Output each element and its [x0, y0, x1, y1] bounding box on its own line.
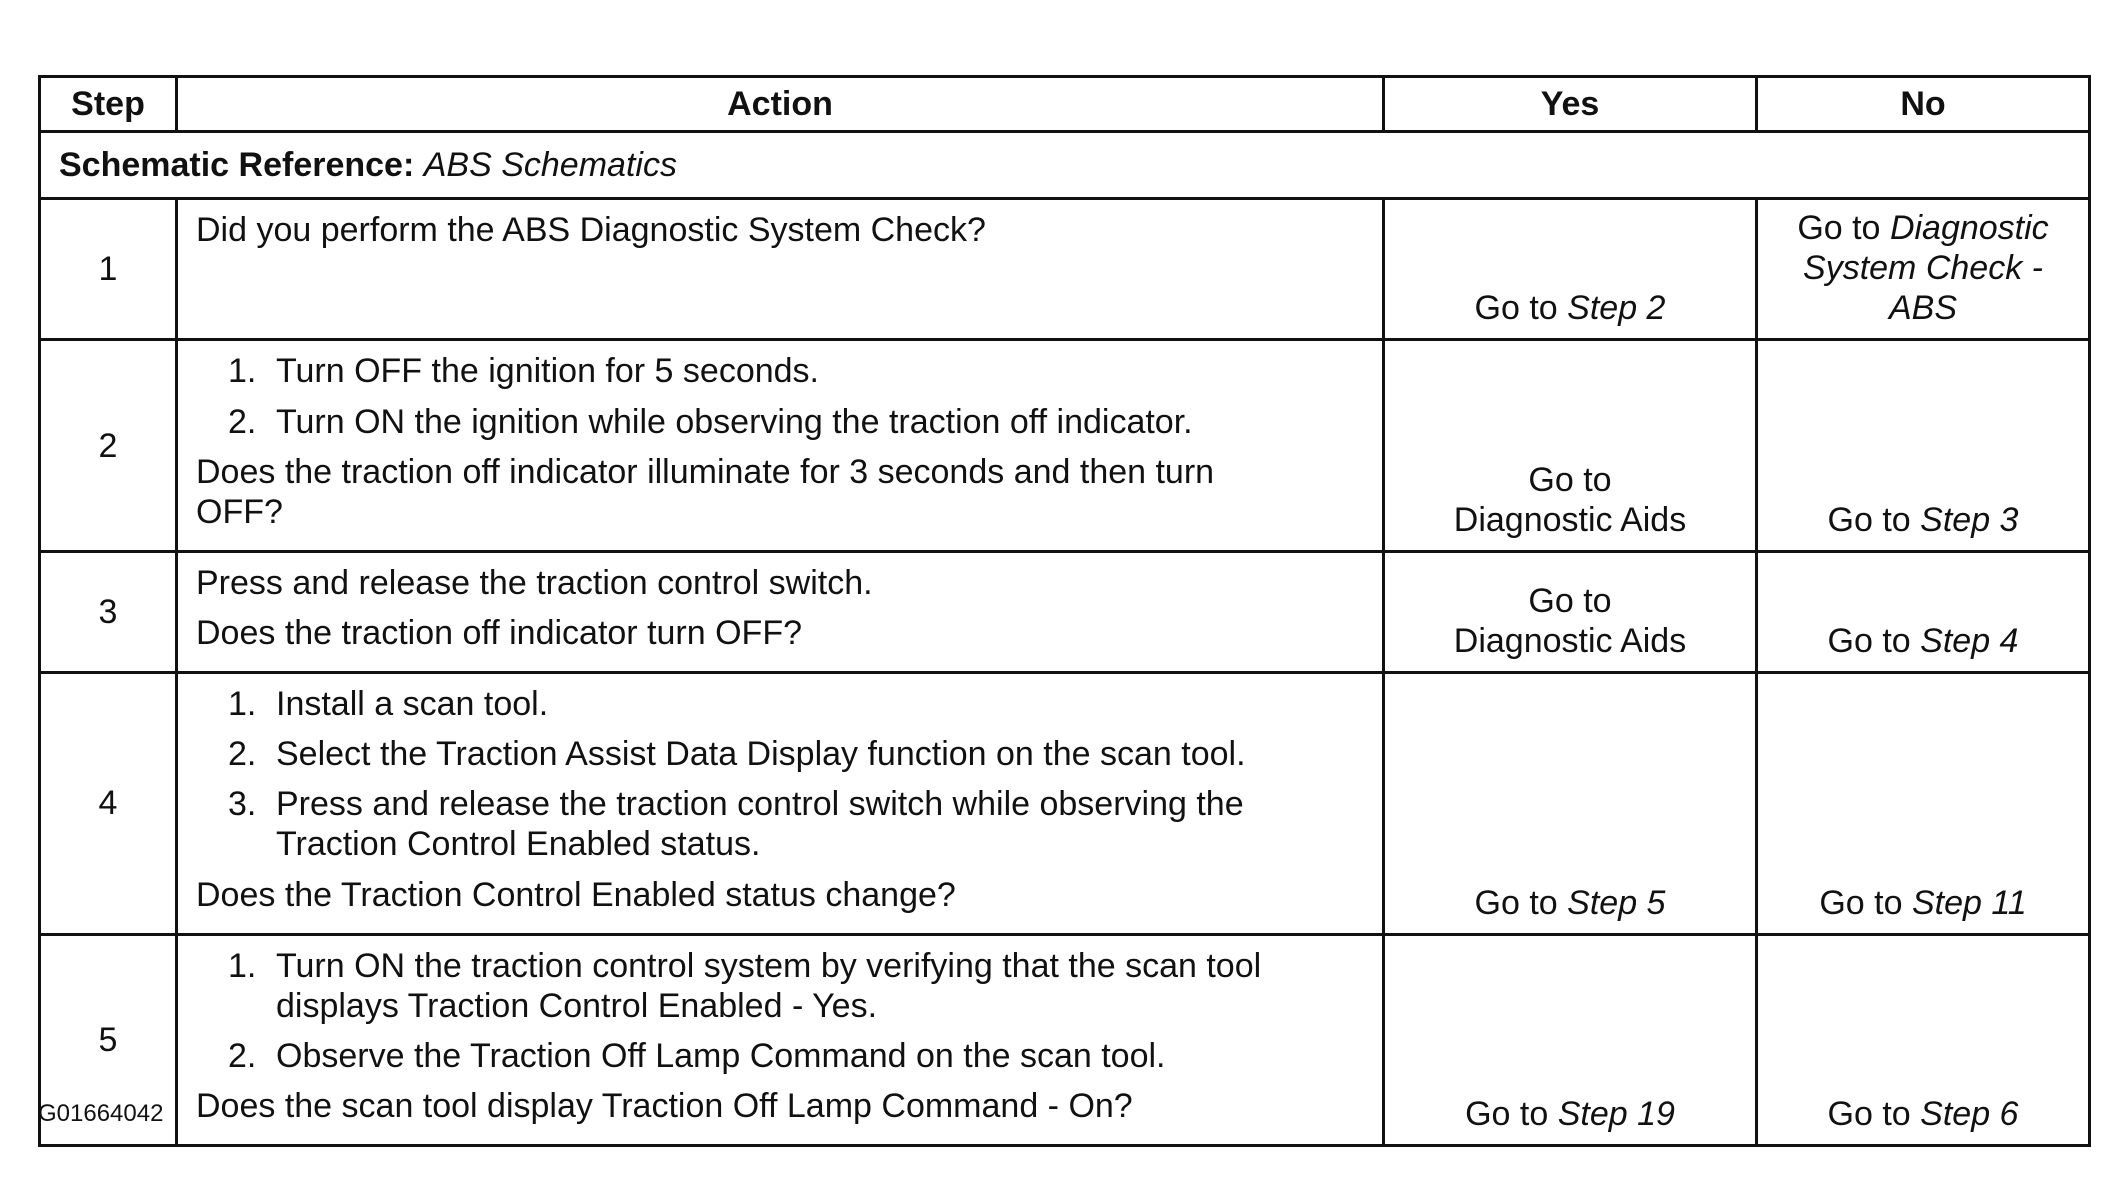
item-number: 1.: [228, 685, 257, 724]
item-text: Press and release the traction control switch while observing the Traction Control Enabled status.: [276, 785, 1244, 864]
no-link[interactable]: Step 6: [1920, 1094, 2019, 1133]
no-link[interactable]: Step 4: [1920, 621, 2019, 660]
question-text: Did you perform the ABS Diagnostic System Check?: [196, 211, 986, 250]
table-row: [40, 673, 2090, 935]
item-text: Install a scan tool.: [276, 685, 549, 724]
table-row: [40, 551, 2090, 672]
action-cell: [177, 199, 1384, 340]
question-text: Does the scan tool display Traction Off Lamp Command - On?: [196, 1086, 1133, 1125]
yes-prefix: Go to: [1465, 1094, 1549, 1133]
diagnostic-table: [38, 75, 2091, 1147]
item-number: 2.: [228, 1036, 257, 1075]
header-step: Step: [40, 77, 177, 132]
yes-link[interactable]: Step 2: [1567, 289, 1666, 328]
no-link[interactable]: Step 3: [1920, 500, 2019, 539]
item-number: 2.: [228, 402, 257, 441]
no-cell: [1757, 673, 2090, 935]
yes-prefix: Go to: [1528, 581, 1612, 620]
action-cell: [177, 673, 1384, 935]
step-number: 4: [40, 673, 177, 935]
action-cell: [177, 551, 1384, 672]
header-no: No: [1757, 77, 2090, 132]
item-number: 2.: [228, 735, 257, 774]
yes-prefix: Go to: [1474, 883, 1558, 922]
step-number: 3: [40, 551, 177, 672]
reference-link[interactable]: ABS Schematics: [423, 146, 677, 184]
step-number: 2: [40, 340, 177, 551]
yes-cell: [1384, 199, 1757, 340]
no-cell: [1757, 340, 2090, 551]
item-text: Turn ON the ignition while observing the traction off indicator.: [276, 402, 1193, 441]
list-item: [196, 734, 1364, 774]
yes-link[interactable]: Step 19: [1557, 1094, 1675, 1133]
no-prefix: Go to: [1797, 209, 1881, 248]
list-item: [196, 402, 1364, 442]
table-row: [40, 199, 2090, 340]
yes-prefix: Go to: [1528, 460, 1612, 499]
list-item: [196, 351, 1364, 391]
item-text: Observe the Traction Off Lamp Command on the scan tool.: [276, 1036, 1166, 1075]
item-text: Select the Traction Assist Data Display function on the scan tool.: [276, 735, 1246, 774]
yes-cell: [1384, 340, 1757, 551]
list-item: [196, 784, 1364, 864]
intro-text: Press and release the traction control switch.: [196, 563, 873, 602]
header-yes: Yes: [1384, 77, 1757, 132]
reference-label: Schematic Reference:: [59, 146, 415, 184]
item-text: Turn OFF the ignition for 5 seconds.: [276, 352, 819, 391]
yes-prefix: Go to: [1474, 289, 1558, 328]
no-cell: [1757, 199, 2090, 340]
figure-id: G01664042: [38, 1100, 164, 1127]
action-cell: [177, 934, 1384, 1145]
yes-cell: [1384, 673, 1757, 935]
header-row: [40, 77, 2090, 132]
no-link[interactable]: Diagnostic System Check - ABS: [1803, 209, 2049, 328]
item-number: 3.: [228, 785, 257, 824]
no-cell: [1757, 934, 2090, 1145]
yes-link[interactable]: Diagnostic Aids: [1453, 500, 1687, 539]
yes-cell: [1384, 551, 1757, 672]
no-prefix: Go to: [1827, 500, 1911, 539]
no-prefix: Go to: [1827, 621, 1911, 660]
no-prefix: Go to: [1819, 883, 1903, 922]
question-text: Does the Traction Control Enabled status change?: [196, 875, 956, 914]
header-action: Action: [177, 77, 1384, 132]
list-item: [196, 684, 1364, 724]
yes-link[interactable]: Step 5: [1567, 883, 1666, 922]
yes-cell: [1384, 934, 1757, 1145]
table-row: [40, 934, 2090, 1145]
step-number: 1: [40, 199, 177, 340]
item-text: Turn ON the traction control system by verifying that the scan tool displays Traction Control Enabled - Yes.: [276, 946, 1262, 1025]
reference-row: [40, 132, 2090, 199]
no-prefix: Go to: [1827, 1094, 1911, 1133]
action-cell: [177, 340, 1384, 551]
step-number: 5: [40, 934, 177, 1145]
table-row: [40, 340, 2090, 551]
no-cell: [1757, 551, 2090, 672]
item-number: 1.: [228, 946, 257, 985]
list-item: [196, 1036, 1364, 1076]
schematic-reference: [40, 132, 2090, 199]
yes-link[interactable]: Diagnostic Aids: [1453, 621, 1687, 660]
question-text: Does the traction off indicator turn OFF?: [196, 613, 802, 652]
list-item: [196, 946, 1364, 1026]
no-link[interactable]: Step 11: [1911, 883, 2027, 922]
item-number: 1.: [228, 352, 257, 391]
question-text: Does the traction off indicator illuminate for 3 seconds and then turn OFF?: [196, 452, 1215, 531]
